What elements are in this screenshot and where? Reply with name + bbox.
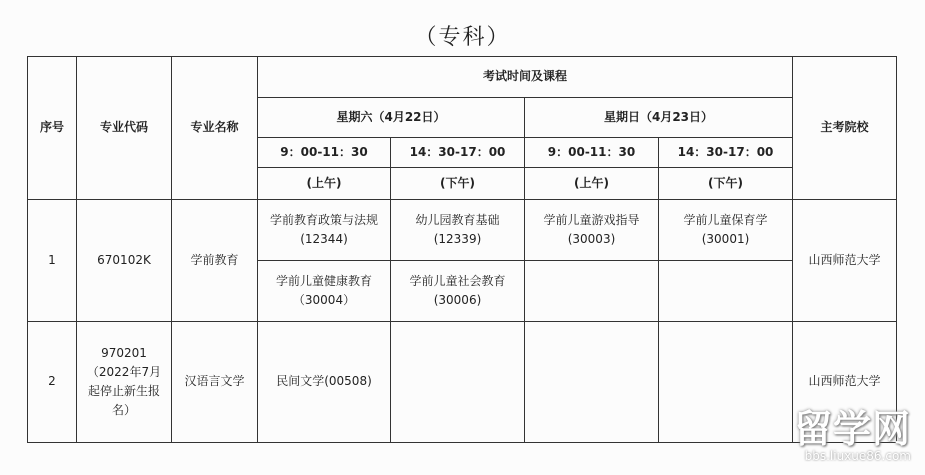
cell-school: 山西师范大学 <box>793 200 897 322</box>
header-saturday: 星期六（4月22日） <box>258 98 525 138</box>
page-title: （专科） <box>414 25 511 50</box>
header-time: 9：00-11：30 <box>525 138 659 168</box>
header-period: (上午) <box>258 168 391 200</box>
cell-major-name: 学前教育 <box>172 200 258 322</box>
cell-empty <box>659 261 793 322</box>
cell-course: 民间文学(00508) <box>258 322 391 443</box>
cell-course <box>258 200 391 261</box>
course-id: (12339) <box>433 232 482 246</box>
cell-seq: 2 <box>28 322 77 443</box>
cell-course <box>525 200 659 261</box>
header-period: (下午) <box>391 168 525 200</box>
course-name: 学前儿童保育学 <box>683 212 768 227</box>
header-period: (下午) <box>659 168 793 200</box>
cell-course <box>659 200 793 261</box>
cell-code: 670102K <box>77 200 172 322</box>
course-name: 幼儿园教育基础 <box>415 212 500 227</box>
course-id: (12344) <box>300 232 348 246</box>
cell-course <box>258 261 391 322</box>
course-name: 学前教育政策与法规 <box>269 212 378 227</box>
watermark-url: bbs.liuxue86.com <box>804 449 911 463</box>
cell-course <box>391 261 525 322</box>
header-seq: 序号 <box>28 57 77 200</box>
cell-major-name: 汉语言文学 <box>172 322 258 443</box>
header-school: 主考院校 <box>793 57 897 200</box>
cell-school: 山西师范大学 <box>793 322 897 443</box>
cell-code <box>77 322 172 443</box>
cell-course <box>391 200 525 261</box>
course-id: (30001) <box>701 232 750 246</box>
course-id: (30006) <box>433 293 482 307</box>
watermark-brand: 留学网 <box>793 407 911 451</box>
header-period: (上午) <box>525 168 659 200</box>
header-name: 专业名称 <box>172 57 258 200</box>
header-time: 14：30-17：00 <box>659 138 793 168</box>
header-code: 专业代码 <box>77 57 172 200</box>
course-name: 学前儿童社会教育 <box>409 273 506 288</box>
course-name: 学前儿童健康教育 <box>275 273 372 288</box>
code-line: 970201 <box>101 345 147 360</box>
code-line: （2022年7月 <box>86 364 162 379</box>
header-time: 9：00-11：30 <box>258 138 391 168</box>
course-id: (30003) <box>567 232 616 246</box>
course-name: 学前儿童游戏指导 <box>543 212 640 227</box>
code-line: 名） <box>111 403 136 418</box>
exam-schedule-table <box>27 56 897 443</box>
code-line: 起停止新生报 <box>87 384 160 398</box>
cell-empty <box>391 322 525 443</box>
cell-empty <box>525 261 659 322</box>
cell-seq: 1 <box>28 200 77 322</box>
watermark <box>761 409 911 469</box>
header-exam-time: 考试时间及课程 <box>258 57 793 98</box>
cell-empty <box>525 322 659 443</box>
header-sunday: 星期日（4月23日） <box>525 98 793 138</box>
course-id: （30004） <box>292 293 356 307</box>
header-time: 14：30-17：00 <box>391 138 525 168</box>
